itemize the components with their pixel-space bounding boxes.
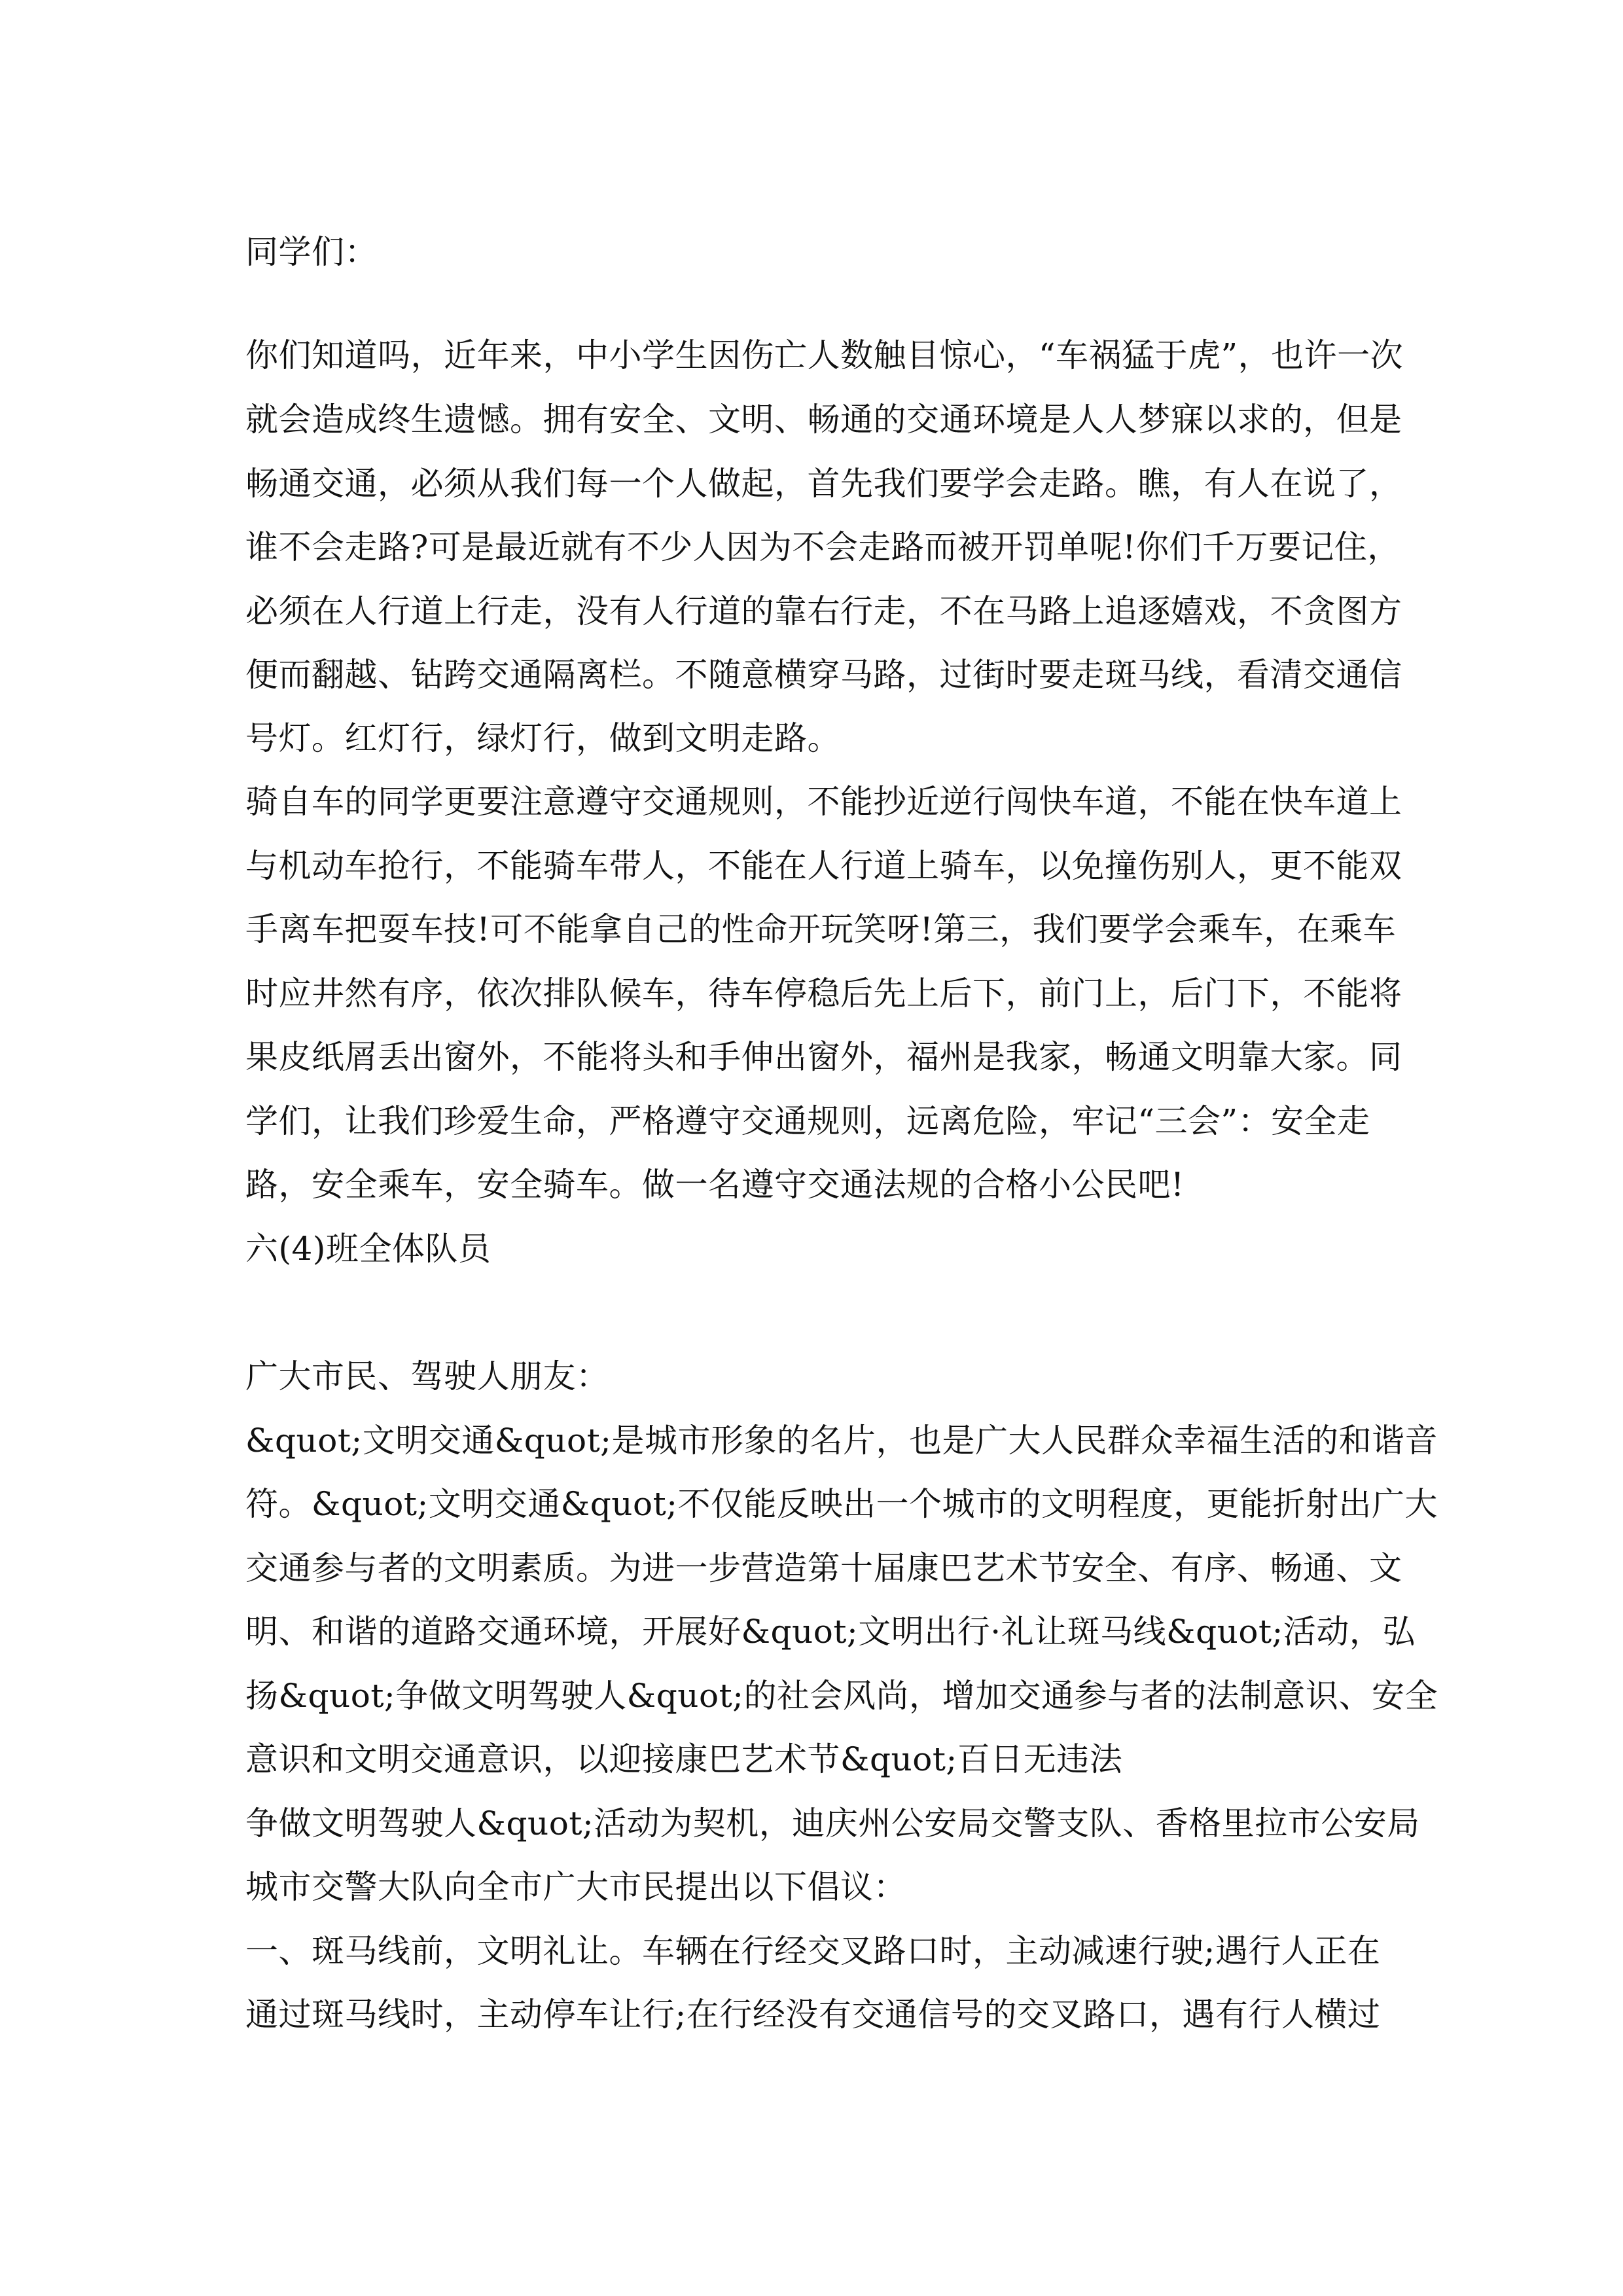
letter1-line-2: 就会造成终生遗憾。拥有安全、文明、畅通的交通环境是人人梦寐以求的，但是 (245, 401, 1402, 439)
letter2-line-5: 扬&quot;争做文明驾驶人&quot;的社会风尚，增加交通参与者的法制意识、安全 (245, 1677, 1438, 1715)
letter2-line-10: 通过斑马线时，主动停车让行;在行经没有交通信号的交叉路口，遇有行人横过 (245, 1996, 1381, 2034)
letter1-line-9: 与机动车抢行，不能骑车带人，不能在人行道上骑车，以免撞伤别人，更不能双 (245, 847, 1402, 885)
letter1-line-5: 必须在人行道上行走，没有人行道的靠右行走，不在马路上追逐嬉戏，不贪图方 (245, 592, 1402, 630)
letter1-line-10: 手离车把耍车技!可不能拿自己的性命开玩笑呀!第三，我们要学会乘车，在乘车 (245, 910, 1397, 948)
letter1-line-14: 路，安全乘车，安全骑车。做一名遵守交通法规的合格小公民吧! (245, 1166, 1185, 1204)
letter2-salutation: 广大市民、驾驶人朋友： (245, 1357, 609, 1395)
letter1-salutation: 同学们： (245, 233, 378, 271)
letter1-line-6: 便而翻越、钻跨交通隔离栏。不随意横穿马路，过街时要走斑马线，看清交通信 (245, 656, 1402, 694)
letter2-line-2: 符。&quot;文明交通&quot;不仅能反映出一个城市的文明程度，更能折射出广大 (245, 1485, 1438, 1523)
letter2-line-1: &quot;文明交通&quot;是城市形象的名片，也是广大人民群众幸福生活的和谐音 (245, 1422, 1438, 1460)
letter2-line-8: 城市交警大队向全市广大市民提出以下倡议： (245, 1868, 906, 1906)
letter1-line-3: 畅通交通，必须从我们每一个人做起，首先我们要学会走路。瞧，有人在说了， (245, 465, 1402, 503)
letter2-line-6: 意识和文明交通意识，以迎接康巴艺术节&quot;百日无违法 (245, 1740, 1123, 1778)
letter1-line-1: 你们知道吗，近年来，中小学生因伤亡人数触目惊心，“车祸猛于虎”，也许一次 (245, 336, 1404, 374)
letter1-line-11: 时应井然有序，依次排队候车，待车停稳后先上后下，前门上，后门下，不能将 (245, 975, 1402, 1013)
letter2-line-7: 争做文明驾驶人&quot;活动为契机，迪庆州公安局交警支队、香格里拉市公安局 (245, 1804, 1420, 1842)
letter2-line-9: 一、斑马线前，文明礼让。车辆在行经交叉路口时，主动减速行驶;遇行人正在 (245, 1932, 1381, 1970)
letter2-line-3: 交通参与者的文明素质。为进一步营造第十届康巴艺术节安全、有序、畅通、文 (245, 1549, 1402, 1587)
letter1-signature: 六(4)班全体队员 (245, 1230, 491, 1268)
letter1-line-13: 学们，让我们珍爱生命，严格遵守交通规则，远离危险，牢记“三会”：安全走 (245, 1102, 1370, 1140)
letter2-line-4: 明、和谐的道路交通环境，开展好&quot;文明出行·礼让斑马线&quot;活动，弘 (245, 1613, 1416, 1651)
letter1-line-8: 骑自车的同学更要注意遵守交通规则，不能抄近逆行闯快车道，不能在快车道上 (245, 783, 1402, 821)
letter1-line-4: 谁不会走路?可是最近就有不少人因为不会走路而被开罚单呢!你们千万要记住， (245, 528, 1400, 566)
letter1-line-12: 果皮纸屑丢出窗外，不能将头和手伸出窗外，福州是我家，畅通文明靠大家。同 (245, 1038, 1402, 1076)
letter1-line-7: 号灯。红灯行，绿灯行，做到文明走路。 (245, 719, 840, 757)
